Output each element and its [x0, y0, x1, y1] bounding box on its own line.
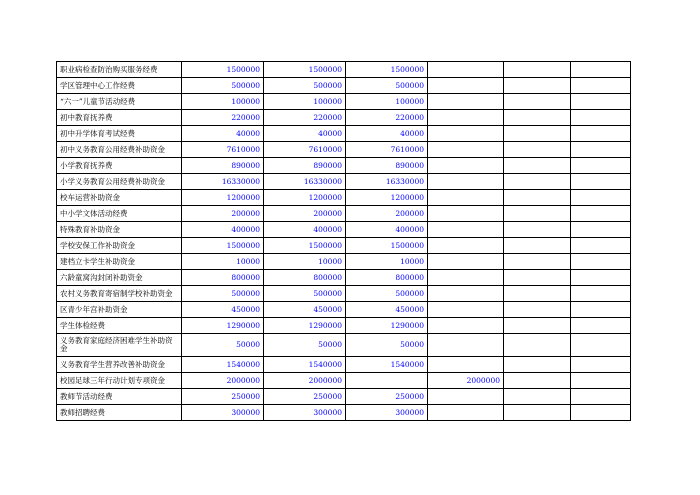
amount-cell-4 [428, 286, 504, 302]
amount-cell-5 [504, 286, 571, 302]
amount-cell-2: 1500000 [264, 62, 346, 78]
table-row [57, 238, 631, 254]
amount-cell-3: 50000 [346, 334, 428, 357]
amount-cell-5 [504, 126, 571, 142]
table-row [57, 222, 631, 238]
table-row [57, 302, 631, 318]
amount-cell-4 [428, 334, 504, 357]
amount-cell-4 [428, 405, 504, 421]
item-name-cell: 建档立卡学生补助资金 [57, 254, 182, 270]
amount-cell-1: 1500000 [182, 238, 264, 254]
amount-cell-4 [428, 94, 504, 110]
amount-cell-1: 10000 [182, 254, 264, 270]
amount-cell-3: 16330000 [346, 174, 428, 190]
table-row [57, 270, 631, 286]
item-name-cell: 初中义务教育公用经费补助资金 [57, 142, 182, 158]
amount-cell-4 [428, 254, 504, 270]
amount-cell-4 [428, 302, 504, 318]
table-row [57, 357, 631, 373]
amount-cell-2: 500000 [264, 286, 346, 302]
amount-cell-2: 800000 [264, 270, 346, 286]
amount-cell-3: 40000 [346, 126, 428, 142]
amount-cell-1: 400000 [182, 222, 264, 238]
amount-cell-3: 10000 [346, 254, 428, 270]
amount-cell-1: 220000 [182, 110, 264, 126]
amount-cell-2: 300000 [264, 405, 346, 421]
amount-cell-2: 1290000 [264, 318, 346, 334]
amount-cell-4 [428, 389, 504, 405]
amount-cell-4 [428, 222, 504, 238]
table-row [57, 126, 631, 142]
amount-cell-4 [428, 142, 504, 158]
amount-cell-4 [428, 206, 504, 222]
amount-cell-5 [504, 94, 571, 110]
amount-cell-6 [571, 254, 631, 270]
amount-cell-1: 800000 [182, 270, 264, 286]
amount-cell-6 [571, 334, 631, 357]
item-name-cell: 小学义务教育公用经费补助资金 [57, 174, 182, 190]
amount-cell-5 [504, 158, 571, 174]
amount-cell-2: 200000 [264, 206, 346, 222]
amount-cell-1: 2000000 [182, 373, 264, 389]
amount-cell-4 [428, 126, 504, 142]
amount-cell-1: 1200000 [182, 190, 264, 206]
amount-cell-3: 100000 [346, 94, 428, 110]
item-name-cell: 初中教育抚养费 [57, 110, 182, 126]
amount-cell-3: 500000 [346, 286, 428, 302]
amount-cell-5 [504, 190, 571, 206]
amount-cell-2: 7610000 [264, 142, 346, 158]
amount-cell-6 [571, 373, 631, 389]
table-row [57, 94, 631, 110]
amount-cell-1: 50000 [182, 334, 264, 357]
table-row [57, 373, 631, 389]
amount-cell-6 [571, 174, 631, 190]
amount-cell-4 [428, 190, 504, 206]
amount-cell-5 [504, 174, 571, 190]
amount-cell-3: 800000 [346, 270, 428, 286]
amount-cell-6 [571, 158, 631, 174]
amount-cell-2: 220000 [264, 110, 346, 126]
amount-cell-2: 500000 [264, 78, 346, 94]
amount-cell-5 [504, 254, 571, 270]
amount-cell-4 [428, 357, 504, 373]
item-name-cell: 校车运营补助资金 [57, 190, 182, 206]
table-row [57, 110, 631, 126]
amount-cell-3: 1200000 [346, 190, 428, 206]
item-name-cell: 义务教育家庭经济困难学生补助资金 [57, 334, 182, 357]
table-row [57, 389, 631, 405]
table-row [57, 190, 631, 206]
item-name-cell: 学生体检经费 [57, 318, 182, 334]
table-row [57, 405, 631, 421]
amount-cell-2: 16330000 [264, 174, 346, 190]
amount-cell-2: 450000 [264, 302, 346, 318]
table-row [57, 254, 631, 270]
amount-cell-3: 300000 [346, 405, 428, 421]
amount-cell-1: 500000 [182, 286, 264, 302]
item-name-cell: 小学教育抚养费 [57, 158, 182, 174]
amount-cell-6 [571, 94, 631, 110]
amount-cell-6 [571, 78, 631, 94]
table-row [57, 62, 631, 78]
amount-cell-4: 2000000 [428, 373, 504, 389]
amount-cell-5 [504, 206, 571, 222]
amount-cell-4 [428, 110, 504, 126]
item-name-cell: 教师招聘经费 [57, 405, 182, 421]
amount-cell-6 [571, 357, 631, 373]
amount-cell-6 [571, 206, 631, 222]
amount-cell-5 [504, 373, 571, 389]
item-name-cell: “六一”儿童节活动经费 [57, 94, 182, 110]
amount-cell-3: 7610000 [346, 142, 428, 158]
amount-cell-3: 890000 [346, 158, 428, 174]
table-row [57, 174, 631, 190]
amount-cell-5 [504, 238, 571, 254]
amount-cell-3: 450000 [346, 302, 428, 318]
amount-cell-5 [504, 78, 571, 94]
item-name-cell: 学校安保工作补助资金 [57, 238, 182, 254]
amount-cell-1: 16330000 [182, 174, 264, 190]
item-name-cell: 六龄童窝沟封闭补助资金 [57, 270, 182, 286]
amount-cell-5 [504, 357, 571, 373]
amount-cell-3: 1500000 [346, 62, 428, 78]
item-name-cell: 特殊教育补助资金 [57, 222, 182, 238]
item-name-cell: 职业病检查防治购买服务经费 [57, 62, 182, 78]
amount-cell-1: 7610000 [182, 142, 264, 158]
amount-cell-2: 50000 [264, 334, 346, 357]
amount-cell-6 [571, 126, 631, 142]
amount-cell-2: 400000 [264, 222, 346, 238]
budget-table-body [57, 62, 631, 421]
amount-cell-6 [571, 389, 631, 405]
amount-cell-6 [571, 286, 631, 302]
amount-cell-2: 890000 [264, 158, 346, 174]
amount-cell-6 [571, 142, 631, 158]
amount-cell-2: 1500000 [264, 238, 346, 254]
budget-table [56, 61, 631, 421]
amount-cell-2: 1540000 [264, 357, 346, 373]
amount-cell-1: 200000 [182, 206, 264, 222]
amount-cell-6 [571, 318, 631, 334]
item-name-cell: 初中升学体育考试经费 [57, 126, 182, 142]
amount-cell-6 [571, 270, 631, 286]
amount-cell-5 [504, 302, 571, 318]
item-name-cell: 校园足球三年行动计划专项资金 [57, 373, 182, 389]
amount-cell-4 [428, 238, 504, 254]
amount-cell-6 [571, 405, 631, 421]
amount-cell-5 [504, 62, 571, 78]
table-row [57, 318, 631, 334]
amount-cell-6 [571, 190, 631, 206]
item-name-cell: 农村义务教育寄宿制学校补助资金 [57, 286, 182, 302]
amount-cell-1: 40000 [182, 126, 264, 142]
table-row [57, 286, 631, 302]
table-row [57, 78, 631, 94]
amount-cell-3: 1540000 [346, 357, 428, 373]
amount-cell-3: 1290000 [346, 318, 428, 334]
amount-cell-4 [428, 158, 504, 174]
amount-cell-6 [571, 110, 631, 126]
amount-cell-5 [504, 389, 571, 405]
amount-cell-5 [504, 222, 571, 238]
amount-cell-3: 1500000 [346, 238, 428, 254]
item-name-cell: 区青少年宫补助资金 [57, 302, 182, 318]
amount-cell-1: 250000 [182, 389, 264, 405]
amount-cell-5 [504, 110, 571, 126]
amount-cell-1: 450000 [182, 302, 264, 318]
amount-cell-2: 40000 [264, 126, 346, 142]
amount-cell-5 [504, 334, 571, 357]
item-name-cell: 教师节活动经费 [57, 389, 182, 405]
amount-cell-3: 250000 [346, 389, 428, 405]
table-row [57, 142, 631, 158]
amount-cell-4 [428, 174, 504, 190]
amount-cell-5 [504, 405, 571, 421]
amount-cell-2: 100000 [264, 94, 346, 110]
item-name-cell: 义务教育学生营养改善补助资金 [57, 357, 182, 373]
amount-cell-4 [428, 270, 504, 286]
item-name-cell: 学区管理中心工作经费 [57, 78, 182, 94]
amount-cell-2: 2000000 [264, 373, 346, 389]
amount-cell-2: 250000 [264, 389, 346, 405]
amount-cell-4 [428, 62, 504, 78]
amount-cell-3: 400000 [346, 222, 428, 238]
amount-cell-2: 10000 [264, 254, 346, 270]
amount-cell-6 [571, 222, 631, 238]
amount-cell-4 [428, 78, 504, 94]
amount-cell-4 [428, 318, 504, 334]
amount-cell-5 [504, 270, 571, 286]
amount-cell-6 [571, 238, 631, 254]
amount-cell-1: 100000 [182, 94, 264, 110]
table-row [57, 158, 631, 174]
amount-cell-2: 1200000 [264, 190, 346, 206]
amount-cell-3: 200000 [346, 206, 428, 222]
table-row [57, 334, 631, 357]
amount-cell-1: 1290000 [182, 318, 264, 334]
amount-cell-1: 500000 [182, 78, 264, 94]
amount-cell-1: 300000 [182, 405, 264, 421]
amount-cell-3: 500000 [346, 78, 428, 94]
amount-cell-6 [571, 62, 631, 78]
amount-cell-1: 1540000 [182, 357, 264, 373]
table-row [57, 206, 631, 222]
amount-cell-3: 220000 [346, 110, 428, 126]
amount-cell-3 [346, 373, 428, 389]
amount-cell-6 [571, 302, 631, 318]
item-name-cell: 中小学文体活动经费 [57, 206, 182, 222]
amount-cell-1: 1500000 [182, 62, 264, 78]
amount-cell-1: 890000 [182, 158, 264, 174]
amount-cell-5 [504, 142, 571, 158]
amount-cell-5 [504, 318, 571, 334]
